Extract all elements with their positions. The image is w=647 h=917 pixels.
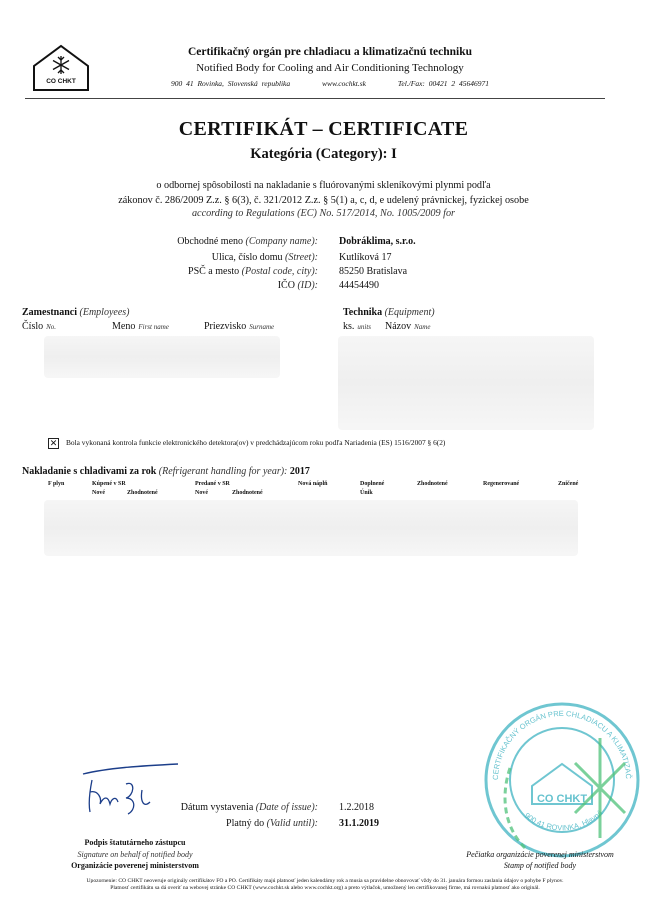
company-name-label: Obchodné meno (Company name): bbox=[177, 236, 318, 247]
stamp-center-text: CO CHKT bbox=[536, 793, 588, 805]
th-recovered: Zhodnotené bbox=[417, 481, 448, 487]
th-bought-reclaimed: Zhodnotené bbox=[127, 490, 158, 496]
stamp-caption-2: Stamp of notified body bbox=[503, 861, 577, 870]
refrigerant-title: Nakladanie s chladivami za rok (Refrigerant handling for year): 2017 bbox=[22, 466, 310, 477]
org-web: www.cochkt.sk bbox=[321, 79, 367, 88]
valid-until-label: Platný do (Valid until): bbox=[226, 818, 318, 829]
stamp-caption-1: Pečiatka organizácie poverenej ministerstvom bbox=[466, 850, 614, 859]
col-units: ks. units bbox=[343, 321, 372, 332]
redacted-employees bbox=[44, 336, 280, 378]
equipment-title: Technika (Equipment) bbox=[343, 307, 435, 318]
th-bought: Kúpené v SR bbox=[92, 481, 126, 487]
th-sold-new: Nové bbox=[195, 490, 208, 496]
detector-check-text: Bola vykonaná kontrola funkcie elektronického detektora(ov) v predchádzajúcom roku podľa Nariadenia (ES) 1516/2007 § 6(2) bbox=[66, 438, 446, 447]
stamp-ring-text: CERTIFIKAČNÝ ORGÁN PRE CHLADIACU A KLIMATIZAČ bbox=[490, 708, 634, 781]
svg-text:900 41 ROVINKA, Hlavná bbox=[523, 808, 605, 833]
th-topup: Doplnené bbox=[360, 481, 385, 487]
regulation-line: according to Regulations (EC) No. 517/2014, No. 1005/2009 for bbox=[191, 208, 456, 219]
logo-text: CO CHKT bbox=[46, 78, 76, 85]
col-first-name: Meno First name bbox=[112, 321, 169, 332]
id-label: IČO (ID): bbox=[277, 280, 318, 291]
org-name-sk: Certifikačný orgán pre chladiacu a klimatizačnú techniku bbox=[187, 46, 473, 58]
footer-notice-2: Platnosť certifikátu sa dá overiť na webovej stránke CO CHKT (www.cochkt.sk alebo www.cochkt.org) a preto výtlačok, umožnený len certifikovanej firme, má rovnakú platnosť ako originál. bbox=[110, 885, 540, 891]
street-label: Ulica, číslo domu (Street): bbox=[211, 252, 318, 263]
org-name-en: Notified Body for Cooling and Air Conditioning Technology bbox=[196, 62, 464, 74]
footer-notice-1: Upozornenie: CO CHKT neoveruje originály certifikátov FO a PO. Certifikáty majú platnosť jeden kalendárny rok a musia sa pravidelne obnovovať vždy do 31. januára formou zaslania údajov o pohybe F plynov. bbox=[86, 878, 564, 884]
col-surname: Priezvisko Surname bbox=[204, 321, 275, 332]
org-phone: Tel./Fax: 00421 2 45646971 bbox=[397, 79, 490, 88]
th-sold: Predané v SR bbox=[195, 481, 230, 487]
org-address: 900 41 Rovinka, Slovenská republika bbox=[170, 79, 291, 88]
redacted-equipment bbox=[338, 336, 594, 430]
signature-caption-1: Podpis štatutárneho zástupcu bbox=[84, 838, 186, 847]
street: Kutlíková 17 bbox=[339, 252, 392, 263]
snowflake-icon bbox=[53, 56, 69, 74]
company-id: 44454490 bbox=[339, 280, 379, 291]
valid-until: 31.1.2019 bbox=[339, 818, 379, 829]
company-name: Dobráklima, s.r.o. bbox=[339, 236, 416, 247]
cert-line-2: zákonov č. 286/2009 Z.z. § 6(3), č. 321/2012 Z.z. § 5(1) a, c, d, e udelený právnickej, fyzickej osobe bbox=[118, 195, 529, 206]
signature-scribble bbox=[78, 762, 188, 822]
cert-line-1: o odbornej spôsobilosti na nakladanie s fluórovanými skleníkovými plynmi podľa bbox=[156, 180, 491, 191]
th-gas: F plyn bbox=[48, 481, 65, 487]
th-destroyed: Zničené bbox=[558, 481, 579, 487]
org-contact bbox=[100, 79, 560, 88]
postal-label: PSČ a mesto (Postal code, city): bbox=[188, 266, 318, 277]
th-bought-new: Nové bbox=[92, 490, 105, 496]
redacted-refrigerant-data bbox=[44, 500, 578, 556]
header-divider bbox=[25, 98, 605, 99]
col-number: Číslo No. bbox=[22, 321, 57, 332]
signature-caption-3: Organizácie poverenej ministerstvom bbox=[71, 861, 199, 870]
th-regenerated: Regenerované bbox=[483, 481, 520, 487]
th-leak: Únik bbox=[360, 490, 373, 496]
th-sold-reclaimed: Zhodnotené bbox=[232, 490, 263, 496]
document-title: CERTIFIKÁT – CERTIFICATE bbox=[178, 118, 469, 140]
signature-caption-2: Signature on behalf of notified body bbox=[77, 850, 193, 859]
issue-date: 1.2.2018 bbox=[339, 802, 374, 813]
issue-date-label: Dátum vystavenia (Date of issue): bbox=[180, 802, 318, 813]
col-equipment-name: Názov Name bbox=[385, 321, 431, 332]
category: Kategória (Category): I bbox=[250, 146, 397, 162]
cochkt-logo bbox=[30, 44, 92, 92]
official-stamp bbox=[480, 698, 645, 863]
detector-check-checkbox[interactable]: ✕ bbox=[49, 438, 58, 448]
postal: 85250 Bratislava bbox=[339, 266, 408, 277]
employees-title: Zamestnanci (Employees) bbox=[22, 307, 130, 318]
th-new-fill: Nová náplň bbox=[298, 481, 328, 487]
stamp-ring-bottom: 900 41 ROVINKA, Hlavná bbox=[522, 808, 605, 833]
